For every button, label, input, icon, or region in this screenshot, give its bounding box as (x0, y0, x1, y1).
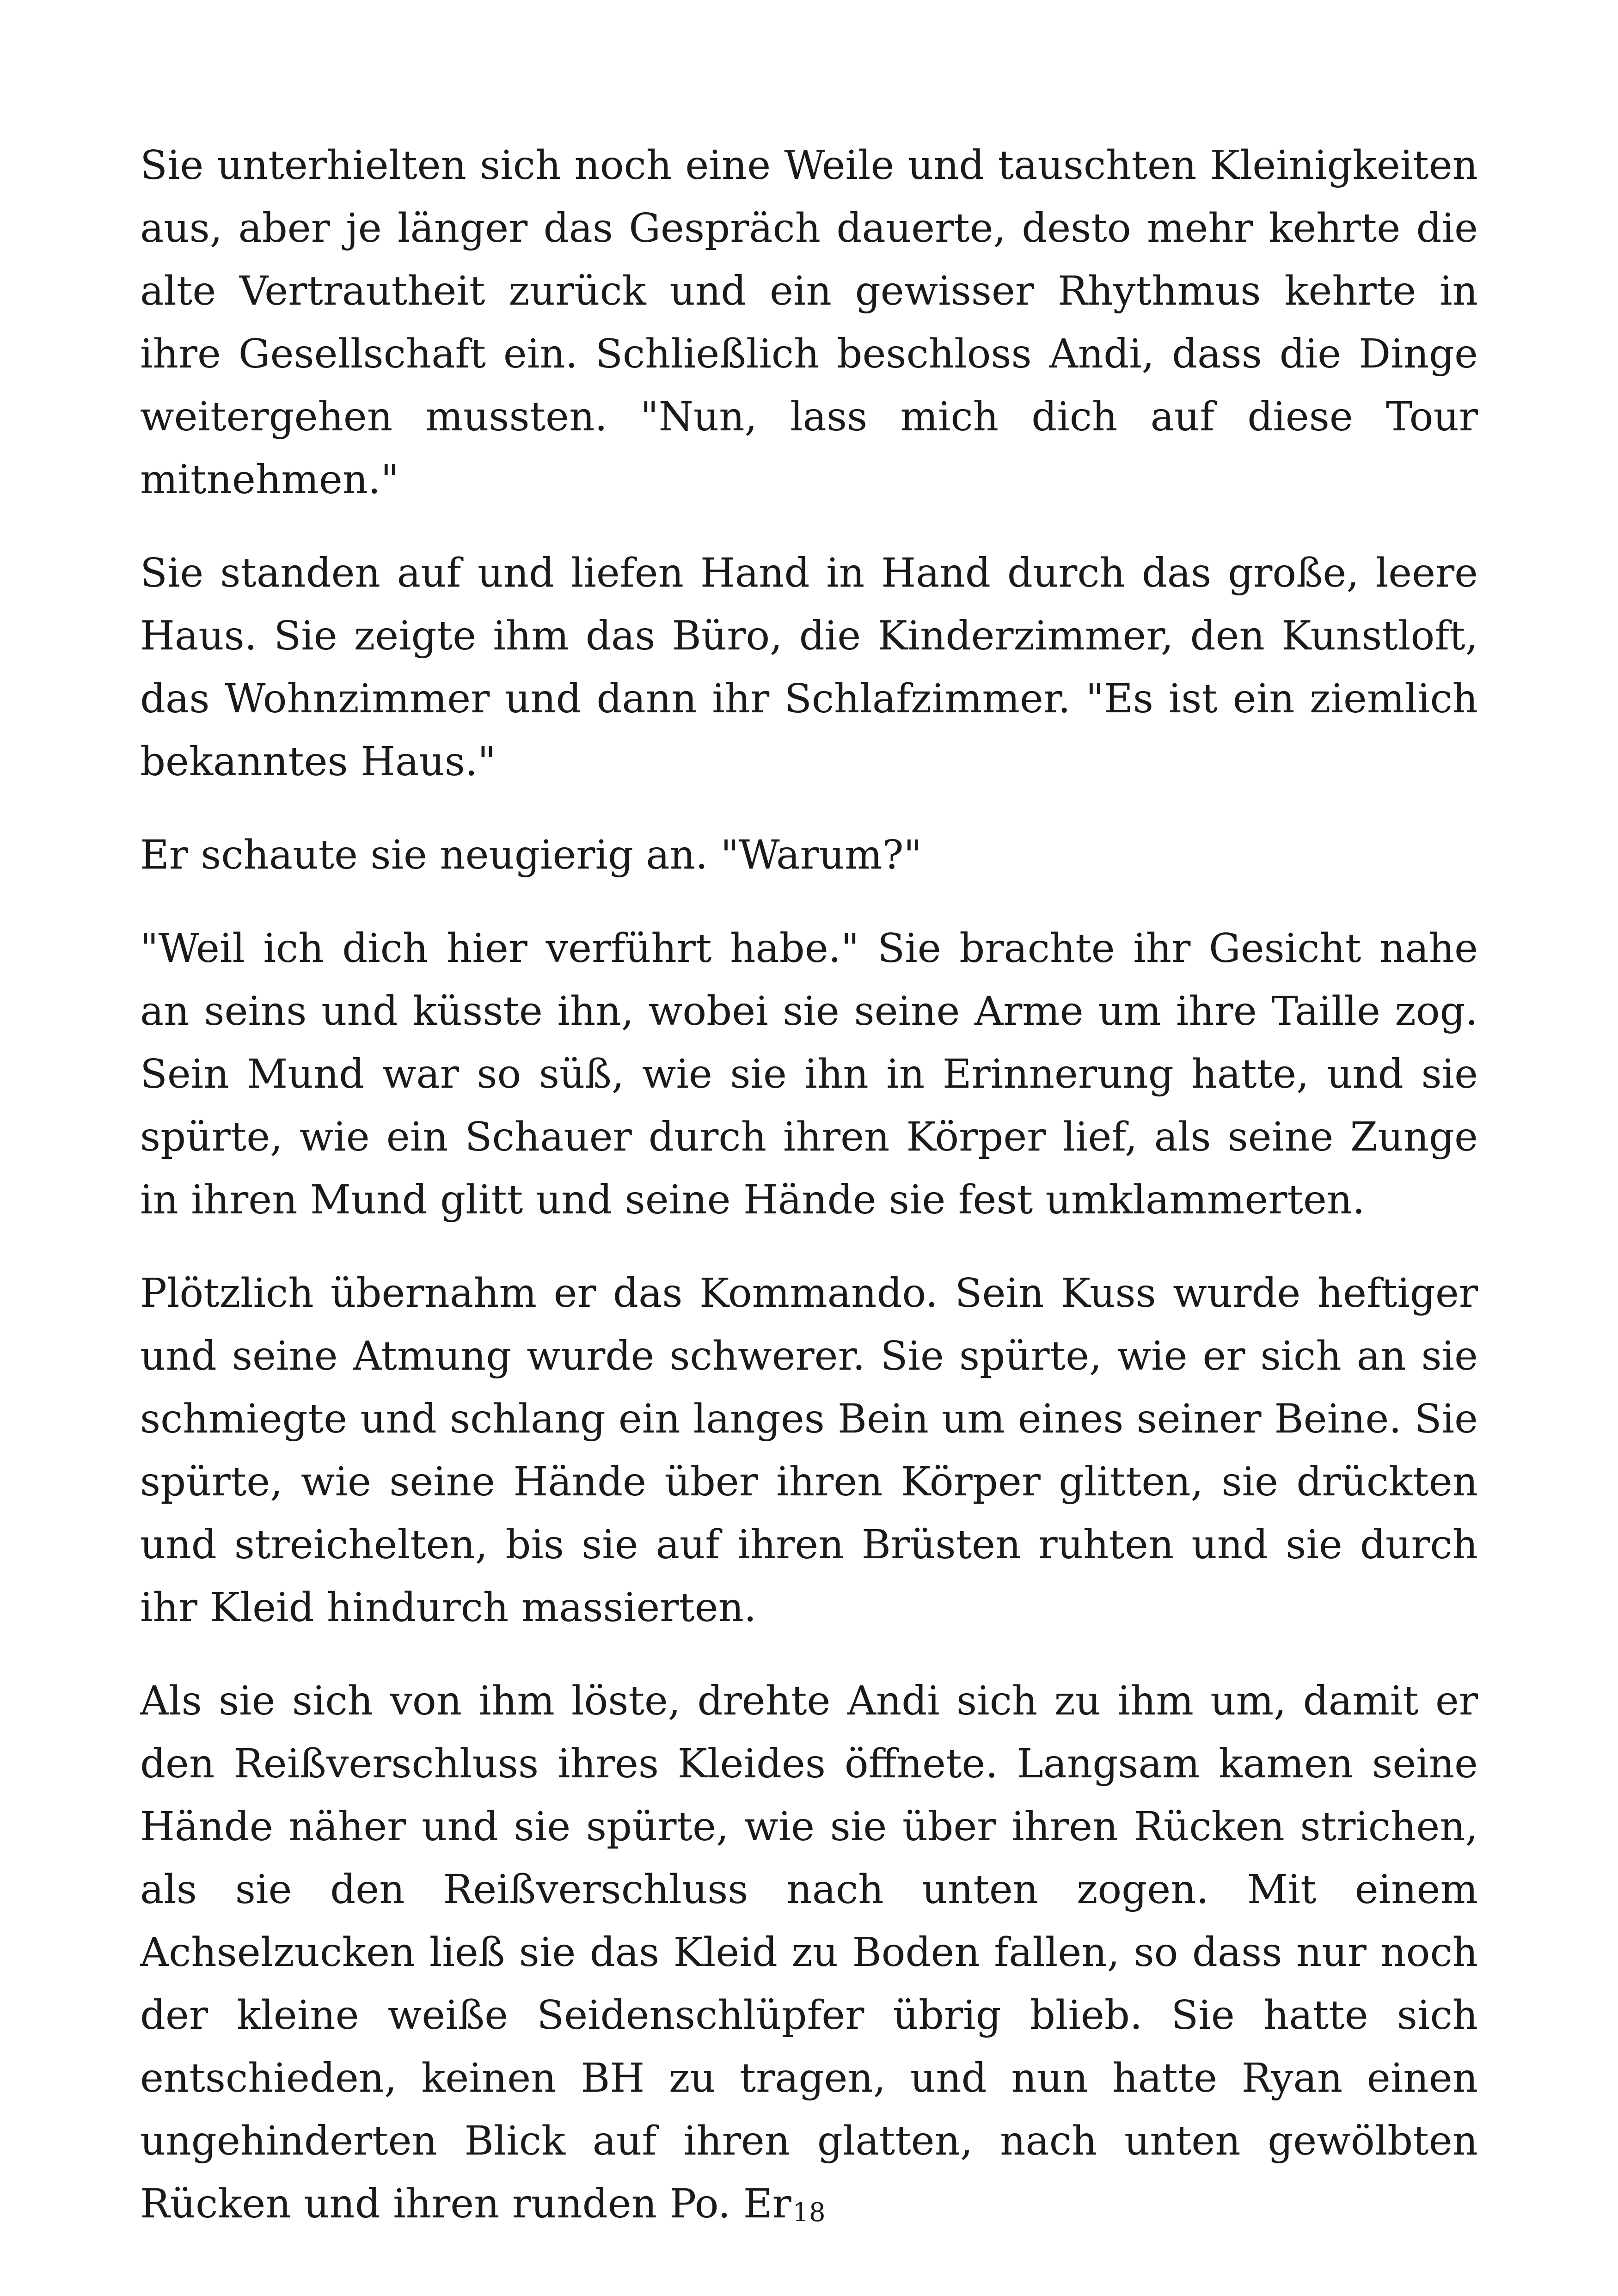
page-number: 18 (792, 2198, 826, 2228)
paragraph-5: Plötzlich übernahm er das Kommando. Sein Kuss wurde heftiger und seine Atmung wurde schwerer. Sie spürte, wie er sich an sie schmiegte und schlang ein langes Bein um eines seiner Beine. Sie spürte, wie seine Hände über ihren Körper glitten, sie drückten und streichelten, bis sie auf ihren Brüsten ruhten und sie durch ihr Kleid hindurch massierten. (140, 1270, 1478, 1631)
paragraph-3: Er schaute sie neugierig an. "Warum?" (140, 832, 922, 878)
paragraph-4: "Weil ich dich hier verführt habe." Sie brachte ihr Gesicht nahe an seins und küsste ihn, wobei sie seine Arme um ihre Taille zog. Sein Mund war so süß, wie sie ihn in Erinnerung hatte, und sie spürte, wie ein Schauer durch ihren Körper lief, als seine Zunge in ihren Mund glitt und seine Hände sie fest umklammerten. (140, 925, 1478, 1223)
body-text (140, 134, 1478, 2266)
paragraph-6: Als sie sich von ihm löste, drehte Andi sich zu ihm um, damit er den Reißverschluss ihres Kleides öffnete. Langsam kamen seine Hände näher und sie spürte, wie sie über ihren Rücken strichen, als sie den Reißverschluss nach unten zogen. Mit einem Achselzucken ließ sie das Kleid zu Boden fallen, so dass nur noch der kleine weiße Seidenschlüpfer übrig blieb. Sie hatte sich entschieden, keinen BH zu tragen, und nun hatte Ryan einen ungehinderten Blick auf ihren glatten, nach unten gewölbten Rücken und ihren runden Po. Er (140, 1678, 1478, 2227)
paragraph-2: Sie standen auf und liefen Hand in Hand durch das große, leere Haus. Sie zeigte ihm das Büro, die Kinderzimmer, den Kunstloft, das Wohnzimmer und dann ihr Schlafzimmer. "Es ist ein ziemlich bekanntes Haus." (140, 550, 1478, 785)
paragraph-1: Sie unterhielten sich noch eine Weile und tauschten Kleinigkeiten aus, aber je länger das Gespräch dauerte, desto mehr kehrte die alte Vertrautheit zurück und ein gewisser Rhythmus kehrte in ihre Gesellschaft ein. Schließlich beschloss Andi, dass die Dinge weitergehen mussten. "Nun, lass mich dich auf diese Tour mitnehmen." (140, 142, 1478, 503)
